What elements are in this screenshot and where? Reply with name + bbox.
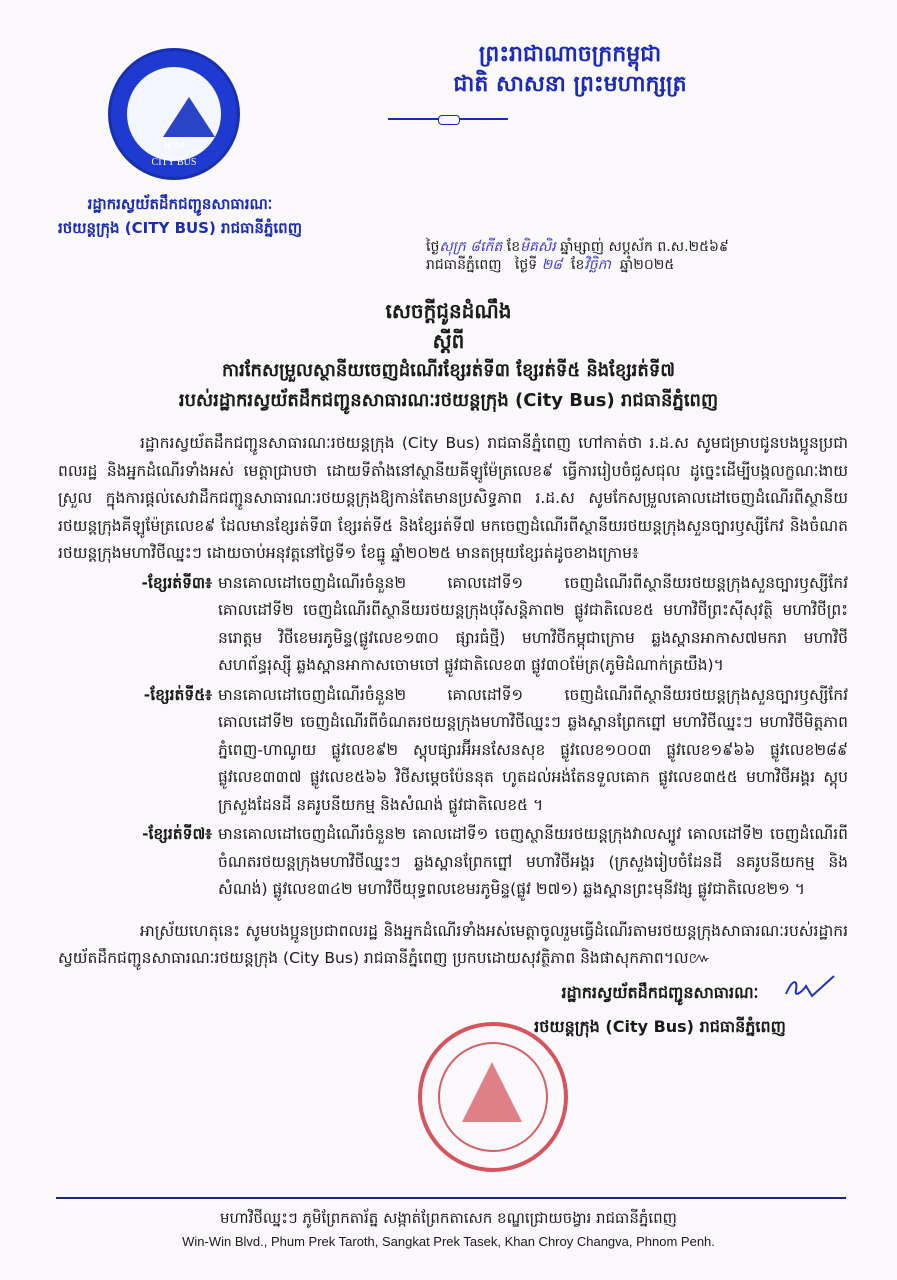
kingdom-motto: ជាតិ សាសនា ព្រះមហាក្សត្រ: [453, 72, 687, 97]
date-day: ២៨: [541, 257, 563, 273]
org-line-1: រដ្ឋាករស្វយ័តដឹកជញ្ជូនសាធារណៈ: [87, 195, 273, 213]
intro-paragraph: រដ្ឋាករស្វយ័តដឹកជញ្ជូនសាធារណៈរថយន្តក្រុង (City Bus) រាជធានីភ្នំពេញ ហៅកាត់ថា រ.ដ.ស សូមជម្រាបជូនបងប្អូនប្រជាពលរដ្ឋ និងអ្នកដំណើរទាំងអស់ មេត្តាជ្រាបថា ដោយទីតាំងនៅស្ថានីយគីឡូម៉ែត្រលេខ៩ ធ្វើការរៀបចំជួសជុល ដូច្នេះដើម្បីបង្កលក្ខណៈងាយស្រួល ក្នុងការផ្តល់សេវាដឹកជញ្ជូនសាធារណៈរថយន្តក្រុងឱ្យកាន់តែមានប្រសិទ្ធភាព រ.ដ.ស សូមកែសម្រួលគោលដៅចេញដំណើរពីស្ថានីយរថយន្តក្រុងគីឡូម៉ែត្រលេខ៩ ដែលមានខ្សែរត់ទី៣ ខ្សែរត់ទី៥ និងខ្សែរត់ទី៧ មកចេញដំណើរពីស្ថានីយរថយន្តក្រុងសួនច្បារឫស្សីកែវ និងចំណតរថយន្តក្រុងមហាវិថីឈ្នះៗ ដោយចាប់អនុវត្តនៅថ្ងៃទី១ ខែធ្នូ ឆ្នាំ២០២៥ មានតម្រុយខ្សែរត់ដូចខាងក្រោម៖: [58, 434, 848, 562]
route-label: -ខ្សែរត់ទី៣៖: [141, 573, 212, 592]
city-bus-logo: [108, 48, 240, 180]
date-place: រាជធានីភ្នំពេញ: [426, 257, 502, 273]
date-year: ឆ្នាំ២០២៥: [619, 257, 675, 273]
lunar-day: សុក្រ ៨កើត: [439, 239, 503, 255]
route-label: -ខ្សែរត់ទី៥៖: [143, 685, 212, 704]
closing-paragraph: អាស្រ័យហេតុនេះ សូមបងប្អូនប្រជាពលរដ្ឋ និងអ្នកដំណើរទាំងអស់មេត្តាចូលរួមធ្វើដំណើរតាមរថយន្តក្រុងសាធារណៈរបស់រដ្ឋាករស្វយ័តដឹកជញ្ជូនសាធារណៈរថយន្តក្រុង (City Bus) រាជធានីភ្នំពេញ ប្រកបដោយសុវត្ថិភាព និងផាសុកភាព។ល៚: [58, 921, 848, 967]
kingdom-title: ព្រះរាជាណាចក្រកម្ពុជា: [478, 42, 662, 67]
handwritten-signature: [782, 972, 842, 1002]
day-prefix: ថ្ងៃទី: [514, 257, 538, 273]
footer-address-english: Win-Win Blvd., Phum Prek Taroth, Sangkat Prek Tasek, Khan Chroy Changva, Phnom Penh.: [182, 1234, 715, 1249]
lunar-year: ឆ្នាំម្សាញ់ សប្តស័ក ព.ស.២៥៦៩: [560, 239, 729, 255]
logo-name: CITY BUS: [151, 157, 197, 168]
lunar-prefix: ថ្ងៃ: [426, 239, 440, 255]
route-text: មានគោលដៅចេញដំណើរចំនួន២ គោលដៅទី១ ចេញដំណើរពីស្ថានីយរថយន្តក្រុងសួនច្បារឫស្សីកែវ គោលដៅទី២ ចេញដំណើរពីស្ថានីយរថយន្តក្រុងបុរីសន្តិភាព២ ផ្លូវជាតិលេខ៥ មហាវិថីព្រះស៊ីសុវត្ថិ មហាវិថីព្រះនរោត្តម វិថីខេមរភូមិន្ទ(ផ្លូវលេខ១៣០ ផ្សារធំថ្មី) មហាវិថីកម្ពុជាក្រោម ឆ្លងស្ពានអាកាស៧មករា មហាវិថីសហព័ន្ធរុស្ស៊ី ឆ្លងស្ពានអាកាសចោមចៅ ផ្លូវជាតិលេខ៣ ផ្លូវ៣០ម៉ែត្រ(ភូមិដំណាក់ត្រយឹង)។: [218, 573, 848, 674]
route-item: [58, 682, 848, 820]
solar-date: [426, 256, 866, 274]
lunar-date: [426, 238, 866, 256]
temple-icon: [163, 97, 215, 137]
regarding: ស្តីពី: [432, 329, 465, 353]
route-text: មានគោលដៅចេញដំណើរចំនួន២ គោលដៅទី១ ចេញស្ថានីយរថយន្តក្រុងវាលស្បូវ គោលដៅទី២ ចេញដំណើរពីចំណតរថយន្តក្រុងមហាវិថីឈ្នះៗ ឆ្លងស្ពានព្រែកព្នៅ មហាវិថីអង្គរ (ក្រសួងរៀបចំដែនដី នគរូបនីយកម្ម និងសំណង់) ផ្លូវលេខ៣៤២ មហាវិថីយុទ្ធពលខេមរភូមិន្ទ(ផ្លូវ ២៧១) ឆ្លងស្ពានព្រះមុនីវង្ស ផ្លូវជាតិលេខ២១ ។: [218, 825, 848, 898]
footer-address-khmer: មហាវិថីឈ្នះៗ ភូមិព្រែកតារ័ត្ន សង្កាត់ព្រែកតាសេក ខណ្ឌជ្រោយចង្វារ រាជធានីភ្នំពេញ: [220, 1209, 677, 1227]
organization-name: [40, 192, 320, 240]
lunar-month: មិគសិរ: [520, 239, 556, 255]
date-month: វិច្ឆិកា: [584, 257, 612, 273]
month-prefix: ខែ: [571, 257, 585, 273]
date-block: [426, 238, 866, 274]
route-item: [58, 570, 848, 680]
org-line-2: រថយន្តក្រុង (CITY BUS) រាជធានីភ្នំពេញ: [57, 219, 302, 237]
issuer: របស់រដ្ឋាករស្វយ័តដឹកជញ្ជូនសាធារណៈរថយន្តក្រុង (City Bus) រាជធានីភ្នំពេញ: [178, 390, 719, 411]
footer-divider: [56, 1197, 846, 1199]
logo-emblem-text: ICM: [163, 141, 185, 152]
official-stamp: [418, 1022, 568, 1172]
document-body: [58, 430, 848, 973]
ornament-divider: [388, 118, 508, 120]
kingdom-header: [300, 40, 840, 100]
route-text: មានគោលដៅចេញដំណើរចំនួន២ គោលដៅទី១ ចេញដំណើរពីស្ថានីយរថយន្តក្រុងសួនច្បារឫស្សីកែវ គោលដៅទី២ ចេញដំណើរពីចំណតរថយន្តក្រុងមហាវិថីឈ្នះៗ ឆ្លងស្ពានព្រែកព្នៅ មហាវិថីឈ្នះៗ មហាវិថីមិត្តភាពភ្នំពេញ-ហាណូយ ផ្លូវលេខ៩២ ស្តុបផ្សារអ៊ីអនសែនសុខ ផ្លូវលេខ១០០៣ ផ្លូវលេខ១៩៦៦ ផ្លូវលេខ២៨៩ ផ្លូវលេខ៣៣៧ ផ្លូវលេខ៥៦៦ វិថីសម្តេចប៉ែននុត ហូតដល់អង់តែនទួលគោក ផ្លូវលេខ៣៥៥ មហាវិថីអង្គរ ស្តុបក្រសួងដែនដី នគរូបនីយកម្ម និងសំណង់ ផ្លូវជាតិលេខ៥ ។: [218, 685, 848, 814]
lunar-month-prefix: ខែ: [506, 239, 521, 255]
doc-type: សេចក្តីជូនដំណឹង: [385, 299, 512, 323]
subject: ការកែសម្រួលស្ថានីយចេញដំណើរខ្សែរត់ទី៣ ខ្សែរត់ទី៥ និងខ្សែរត់ទី៧: [221, 360, 676, 381]
signatory-line-1: រដ្ឋាករស្វយ័តដឹកជញ្ជូនសាធារណៈ: [561, 983, 759, 1002]
route-label: -ខ្សែរត់ទី៧៖: [142, 825, 212, 843]
signatory-line-2: រថយន្តក្រុង (City Bus) រាជធានីភ្នំពេញ: [534, 1017, 786, 1036]
document-title: [40, 296, 857, 416]
stamp-emblem: [462, 1062, 522, 1122]
route-item: [58, 821, 848, 904]
